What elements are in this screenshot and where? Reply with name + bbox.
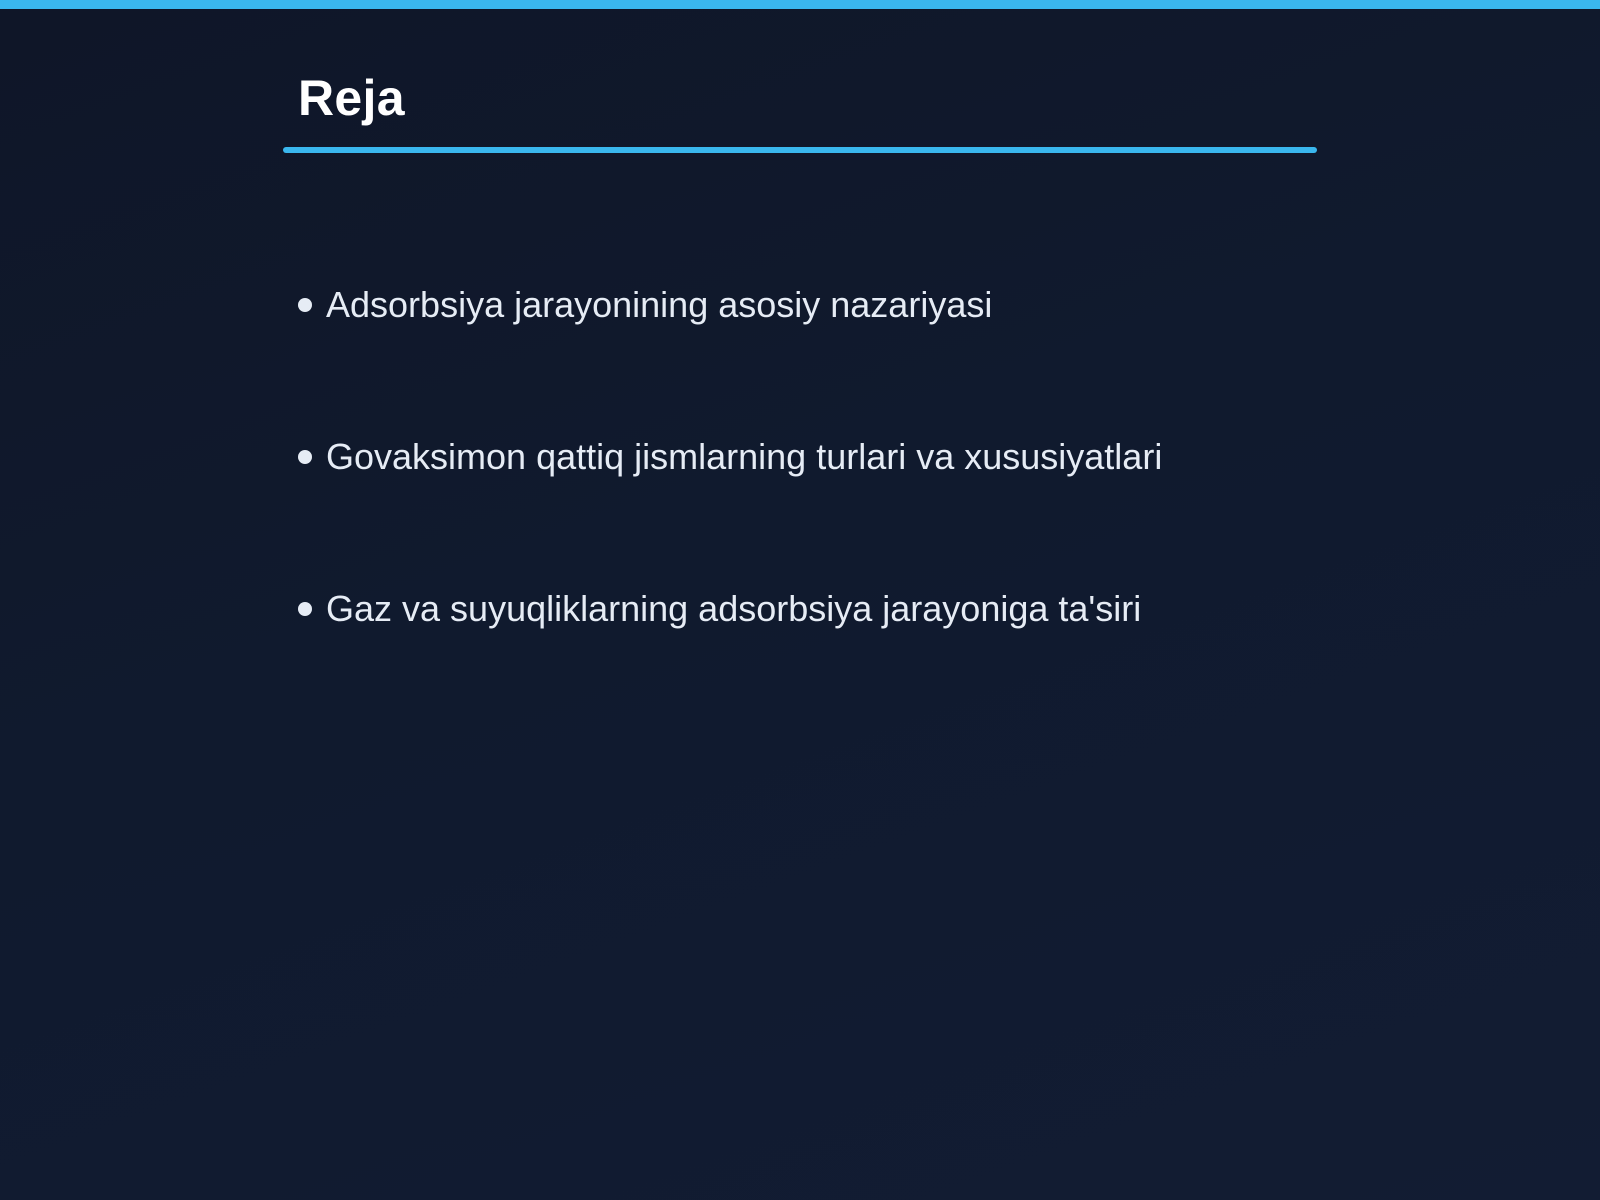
bullet-list	[298, 280, 1162, 736]
list-item	[298, 432, 1162, 482]
bullet-text: Gaz va suyuqliklarning adsorbsiya jarayoniga ta'siri	[326, 588, 1142, 629]
slide-title: Reja	[298, 70, 405, 126]
bullet-dot-icon	[298, 298, 312, 312]
list-item	[298, 584, 1162, 634]
bullet-dot-icon	[298, 450, 312, 464]
bullet-text: Govaksimon qattiq jismlarning turlari va xususiyatlari	[326, 436, 1163, 477]
bullet-dot-icon	[298, 602, 312, 616]
list-item	[298, 280, 1162, 330]
title-underline	[283, 147, 1317, 153]
bullet-text: Adsorbsiya jarayonining asosiy nazariyasi	[326, 284, 993, 325]
